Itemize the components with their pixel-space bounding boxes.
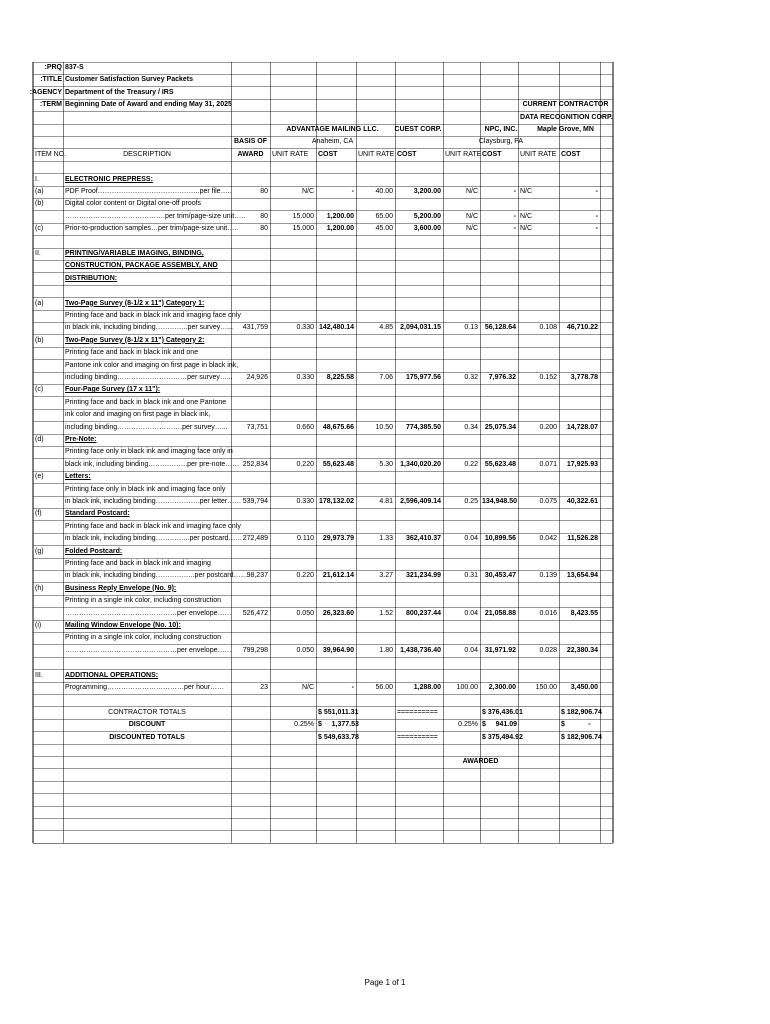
item-number: (f)	[35, 510, 42, 518]
npc-total: $ 376,436.01	[482, 708, 523, 716]
adv-rate-cell: 0.110	[297, 535, 314, 543]
section-heading: Mailing Window Envelope (No. 10):	[65, 622, 181, 629]
adv-cost-cell: -	[351, 188, 354, 195]
npc-rate-cell: N/C	[465, 212, 478, 220]
cost-header: COST	[561, 150, 581, 158]
bidder-name: NPC, INC.	[484, 126, 518, 133]
cuest-rate-cell: 56.00	[375, 684, 393, 691]
npc-rate-cell: 0.04	[464, 646, 478, 654]
basis-cell: 539,794	[242, 498, 268, 505]
basis-cell: 80	[260, 225, 268, 233]
section-heading: PRINTING/VARIABLE IMAGING, BINDING,	[65, 250, 204, 257]
npc-rate-cell: 0.34	[464, 423, 478, 431]
item-number: (a)	[35, 299, 44, 307]
cur-rate-cell: N/C	[520, 188, 533, 195]
adv-rate-cell: 0.330	[296, 374, 314, 381]
cuest-cost-cell: 1,438,736.40	[400, 646, 441, 654]
cuest-rate-cell: 1.80	[379, 646, 393, 654]
adv-cost-cell: -	[351, 684, 354, 691]
npc-discounted-total: $ 375,494.92	[482, 733, 523, 741]
item-description: Printing face and back in black ink and one Pantone	[65, 398, 227, 406]
unit-rate-header: UNIT RATE	[272, 150, 309, 158]
item-description: …………………………………………per envelope……	[65, 646, 232, 654]
adv-cost-cell: 26,323.60	[322, 609, 354, 617]
unit-rate-header: UNIT RATE	[358, 150, 395, 158]
adv-cost-cell: 178,132.02	[318, 498, 354, 505]
cur-rate-cell: 150.00	[535, 684, 557, 691]
cur-rate-cell: 0.028	[539, 646, 557, 654]
header-prq-label: PRQ:	[44, 64, 62, 71]
npc-rate-cell: 0.13	[464, 324, 478, 332]
item-description: Printing in a single ink color, including construction	[65, 634, 222, 642]
adv-discount: $ 1,377.53	[318, 721, 359, 729]
npc-cost-cell: 31,971.92	[484, 646, 516, 654]
bidder-name: ADVANTAGE MAILING LLC.	[286, 126, 379, 133]
item-description: Printing face and back in black ink and imaging	[65, 560, 211, 567]
adv-cost-cell: 8,225.58	[326, 374, 354, 381]
adv-rate-cell: 0.050	[296, 609, 314, 617]
cur-cost-cell: -	[595, 188, 598, 195]
bidder-location: Claysburg, PA	[478, 138, 524, 146]
adv-cost-cell: 48,675.66	[322, 423, 354, 431]
cur-rate-cell: N/C	[520, 225, 533, 233]
npc-rate-cell: 0.25	[464, 498, 478, 505]
cur-cost-cell: 40,322.61	[566, 498, 598, 505]
cur-cost-cell: 3,778.78	[570, 374, 598, 381]
cuest-total: ==========	[397, 708, 438, 716]
npc-cost-cell: -	[513, 212, 516, 220]
cuest-rate-cell: 45.00	[375, 225, 393, 233]
item-number: I.	[35, 175, 39, 183]
cur-rate-cell: 0.071	[539, 460, 557, 468]
current-contractor-location: Maple Grove, MN	[537, 126, 594, 133]
adv-cost-cell: 142,480.14	[318, 324, 354, 332]
item-number: (g)	[35, 547, 44, 555]
cur-cost-cell: 14,728.07	[566, 423, 598, 431]
item-number: (b)	[35, 200, 44, 208]
cuest-cost-cell: 1,288.00	[413, 684, 441, 691]
item-description: Printing face and back in black ink and imaging face only	[65, 312, 241, 319]
item-number: III.	[35, 671, 43, 679]
npc-rate-cell: 100.00	[456, 684, 478, 691]
basis-cell: 23	[260, 684, 268, 691]
header-agency-value: Department of the Treasury / IRS	[65, 88, 174, 96]
basis-cell: 80	[260, 188, 268, 195]
npc-cost-cell: 2,300.00	[488, 684, 516, 691]
basis-cell: 252,834	[242, 460, 268, 468]
item-description: in black ink, including binding……………..per postcard……	[65, 572, 248, 580]
description-header: DESCRIPTION	[123, 150, 171, 158]
item-description: Pantone ink color and imaging on first page in black ink,	[65, 361, 239, 369]
cuest-cost-cell: 774,385.50	[405, 423, 441, 431]
cuest-rate-cell: 5.30	[379, 460, 393, 468]
item-description: in black ink, including binding……………….per letter……	[65, 498, 242, 505]
item-description: Digital color content or Digital one-off proofs	[65, 200, 202, 208]
bidder-name: CUEST CORP.	[394, 126, 442, 133]
adv-rate-cell: 15.000	[292, 212, 314, 220]
basis-cell: 98,237	[246, 572, 268, 580]
cur-cost-cell: 11,526.28	[567, 535, 598, 543]
adv-cost-cell: 39,964.90	[322, 646, 354, 654]
npc-rate-cell: 0.32	[464, 374, 478, 381]
cuest-rate-cell: 7.06	[379, 374, 393, 381]
cur-cost-cell: 17,925.93	[566, 460, 598, 468]
current-discount: $ -	[561, 721, 591, 729]
item-number: (a)	[35, 188, 44, 195]
section-heading: Folded Postcard:	[65, 547, 123, 555]
cuest-cost-cell: 800,237.44	[405, 609, 441, 617]
cur-rate-cell: 0.139	[539, 572, 557, 580]
cur-rate-cell: 0.152	[539, 374, 557, 381]
npc-rate-cell: N/C	[465, 225, 478, 233]
adv-rate-cell: N/C	[301, 188, 314, 195]
basis-of-award-header: BASIS OF	[233, 138, 268, 146]
basis-cell: 24,926	[246, 374, 268, 381]
cur-rate-cell: 0.108	[539, 324, 557, 332]
item-number: (d)	[35, 436, 44, 443]
cuest-rate-cell: 4.81	[379, 498, 393, 505]
section-heading: Letters:	[65, 473, 91, 481]
cur-cost-cell: 3,450.00	[570, 684, 598, 691]
item-number: (h)	[35, 584, 44, 592]
npc-cost-cell: 56,128.64	[484, 324, 516, 332]
npc-cost-cell: -	[513, 225, 516, 233]
current-total: $ 182,906.74	[561, 708, 602, 716]
section-heading: Business Reply Envelope (No. 9):	[65, 584, 177, 592]
adv-cost-cell: 21,612.14	[322, 572, 354, 580]
cur-cost-cell: 13,654.94	[566, 572, 598, 580]
header-prq-value: 837-S	[65, 64, 84, 71]
npc-cost-cell: 30,453.47	[484, 572, 516, 580]
basis-of-award-header-2: AWARD	[237, 150, 264, 158]
item-description: Printing face and back in black ink and imaging face only	[65, 522, 241, 530]
cuest-rate-cell: 65.00	[375, 212, 393, 220]
item-description: including binding……………………….per survey…...	[65, 423, 228, 431]
cuest-cost-cell: 362,410.37	[405, 535, 441, 543]
cur-rate-cell: 0.075	[539, 498, 557, 505]
item-description: in black ink, including binding…………...per postcard…...	[65, 535, 242, 543]
adv-cost-cell: 55,623.48	[322, 460, 354, 468]
header-term-value: Beginning Date of Award and ending May 31, 2025	[65, 101, 232, 109]
adv-discounted-total: $ 549,633.78	[318, 733, 359, 741]
npc-cost-cell: 134,948.50	[482, 498, 518, 505]
adv-cost-cell: 1,200.00	[326, 212, 354, 220]
discount-label: DISCOUNT	[128, 721, 166, 729]
item-description: …………………………………….per trim/page-size unit…..	[65, 212, 246, 220]
unit-rate-header: UNIT RATE	[445, 150, 482, 158]
cuest-cost-cell: 321,234.99	[405, 572, 441, 580]
section-heading: CONSTRUCTION, PACKAGE ASSEMBLY, AND	[65, 262, 218, 270]
cuest-rate-cell: 1.33	[379, 535, 393, 543]
cur-rate-cell: 0.016	[539, 609, 557, 617]
item-number: (c)	[35, 386, 44, 394]
cuest-cost-cell: 3,200.00	[413, 188, 441, 195]
item-description: Printing face and back in black ink and one	[65, 349, 199, 357]
item-description: Programming……………………………per hour……	[65, 684, 225, 691]
section-heading: ADDITIONAL OPERATIONS:	[65, 671, 159, 679]
cur-rate-cell: 0.042	[539, 535, 557, 543]
item-description: Printing face only in black ink and imaging face only in	[65, 448, 233, 456]
discounted-totals-label: DISCOUNTED TOTALS	[109, 733, 185, 741]
npc-discount-pct: 0.25%	[458, 721, 478, 729]
contractor-totals-label: CONTRACTOR TOTALS	[108, 708, 186, 716]
adv-rate-cell: 0.220	[296, 460, 314, 468]
item-description: Printing in a single ink color, including construction	[65, 597, 222, 605]
header-term-label: TERM:	[39, 101, 62, 109]
section-heading: Two-Page Survey (8-1/2 x 11") Category 1:	[65, 299, 205, 307]
current-contractor-name: DATA RECOGNITION CORP.	[520, 113, 613, 121]
current-contractor-label: CURRENT CONTRACTOR	[522, 101, 609, 109]
adv-rate-cell: 0.330	[296, 324, 314, 332]
cuest-rate-cell: 10.50	[375, 423, 393, 431]
item-description: Prior-to-production samples…per trim/page-size unit…..	[65, 225, 239, 233]
bid-abstract-sheet	[29, 62, 613, 852]
adv-rate-cell: 0.660	[296, 423, 314, 431]
item-description: including binding…………………………per survey…...	[65, 374, 233, 381]
awarded-label: AWARDED	[462, 758, 499, 766]
cur-cost-cell: 8,423.55	[570, 609, 598, 617]
cuest-cost-cell: 3,600.00	[413, 225, 441, 233]
basis-cell: 272,489	[242, 535, 268, 543]
header-agency-label: AGENCY:	[29, 88, 62, 96]
basis-cell: 526,472	[242, 609, 268, 617]
adv-rate-cell: 0.050	[296, 646, 314, 654]
item-number: (c)	[35, 225, 44, 233]
npc-rate-cell: 0.31	[464, 572, 478, 580]
npc-rate-cell: 0.04	[464, 535, 478, 543]
adv-cost-cell: 29,973.79	[322, 535, 354, 543]
adv-discount-pct: 0.25%	[294, 721, 314, 729]
adv-cost-cell: 1,200.00	[326, 225, 354, 233]
item-description: PDF Proof……………………………………..per file…..	[65, 188, 232, 195]
npc-rate-cell: 0.04	[464, 609, 478, 617]
adv-rate-cell: 15.000	[292, 225, 314, 233]
adv-rate-cell: N/C	[301, 684, 314, 691]
section-heading: Pre-Note:	[65, 436, 97, 443]
section-heading: Two-Page Survey (8-1/2 x 11") Category 2:	[65, 336, 205, 344]
page-number: Page 1 of 1	[364, 978, 406, 987]
npc-discount: $ 941.09	[482, 721, 518, 729]
npc-cost-cell: 55,623.48	[484, 460, 516, 468]
adv-rate-cell: 0.330	[296, 498, 314, 505]
cuest-rate-cell: 1.52	[379, 609, 393, 617]
item-description: Printing face only in black ink and imaging face only	[65, 485, 226, 493]
basis-cell: 80	[260, 212, 268, 220]
item-description: …………………………………………per envelope……	[65, 609, 232, 617]
cuest-cost-cell: 1,340,020.20	[400, 460, 441, 468]
item-description: ink color and imaging on first page in black ink,	[65, 411, 211, 419]
npc-cost-cell: 21,058.88	[484, 609, 516, 617]
section-heading: Four-Page Survey (17 x 11"):	[65, 386, 161, 394]
section-heading: ELECTRONIC PREPRESS:	[65, 175, 153, 183]
bidder-location: Anaheim, CA	[311, 138, 354, 146]
npc-cost-cell: -	[513, 188, 516, 195]
cuest-cost-cell: 2,596,409.14	[400, 498, 441, 505]
cur-cost-cell: -	[595, 212, 598, 220]
current-discounted-total: $ 182,906.74	[561, 733, 602, 741]
npc-cost-cell: 25,075.34	[484, 423, 516, 431]
section-heading: DISTRIBUTION:	[65, 274, 118, 282]
cur-rate-cell: N/C	[520, 212, 533, 220]
header-title-label: TITLE:	[40, 76, 62, 84]
npc-cost-cell: 7,976.32	[488, 374, 516, 381]
cuest-rate-cell: 3.27	[379, 572, 393, 580]
cuest-cost-cell: 5,200.00	[413, 212, 441, 220]
npc-rate-cell: 0.22	[464, 460, 478, 468]
cost-header: COST	[397, 150, 417, 158]
section-heading: Standard Postcard:	[65, 510, 130, 518]
unit-rate-header: UNIT RATE	[520, 150, 557, 158]
item-number: (e)	[35, 473, 44, 481]
cuest-cost-cell: 175,977.56	[405, 374, 441, 381]
adv-rate-cell: 0.220	[296, 572, 314, 580]
item-description: black ink, including binding……………..per pre-note……	[65, 460, 240, 468]
cur-rate-cell: 0.200	[539, 423, 557, 431]
basis-cell: 431,759	[242, 324, 268, 332]
item-description: in black ink, including binding…………..per survey…...	[65, 324, 234, 332]
item-no-header: ITEM NO.	[35, 150, 67, 158]
cur-cost-cell: 22,380.34	[566, 646, 598, 654]
basis-cell: 73,751	[246, 423, 268, 431]
cuest-rate-cell: 40.00	[375, 188, 393, 195]
cuest-discounted-total: ==========	[397, 733, 438, 741]
cost-header: COST	[482, 150, 502, 158]
adv-total: $ 551,011.31	[318, 708, 359, 716]
cuest-cost-cell: 2,094,031.15	[400, 324, 441, 332]
header-title-value: Customer Satisfaction Survey Packets	[65, 76, 193, 84]
cuest-rate-cell: 4.85	[379, 324, 393, 332]
item-number: (i)	[35, 622, 42, 629]
npc-cost-cell: 10,899.56	[484, 535, 516, 543]
basis-cell: 799,298	[242, 646, 268, 654]
npc-rate-cell: N/C	[465, 188, 478, 195]
item-number: II.	[35, 250, 41, 257]
cur-cost-cell: 46,710.22	[566, 324, 598, 332]
item-number: (b)	[35, 336, 44, 344]
cur-cost-cell: -	[595, 225, 598, 233]
cost-header: COST	[318, 150, 338, 158]
